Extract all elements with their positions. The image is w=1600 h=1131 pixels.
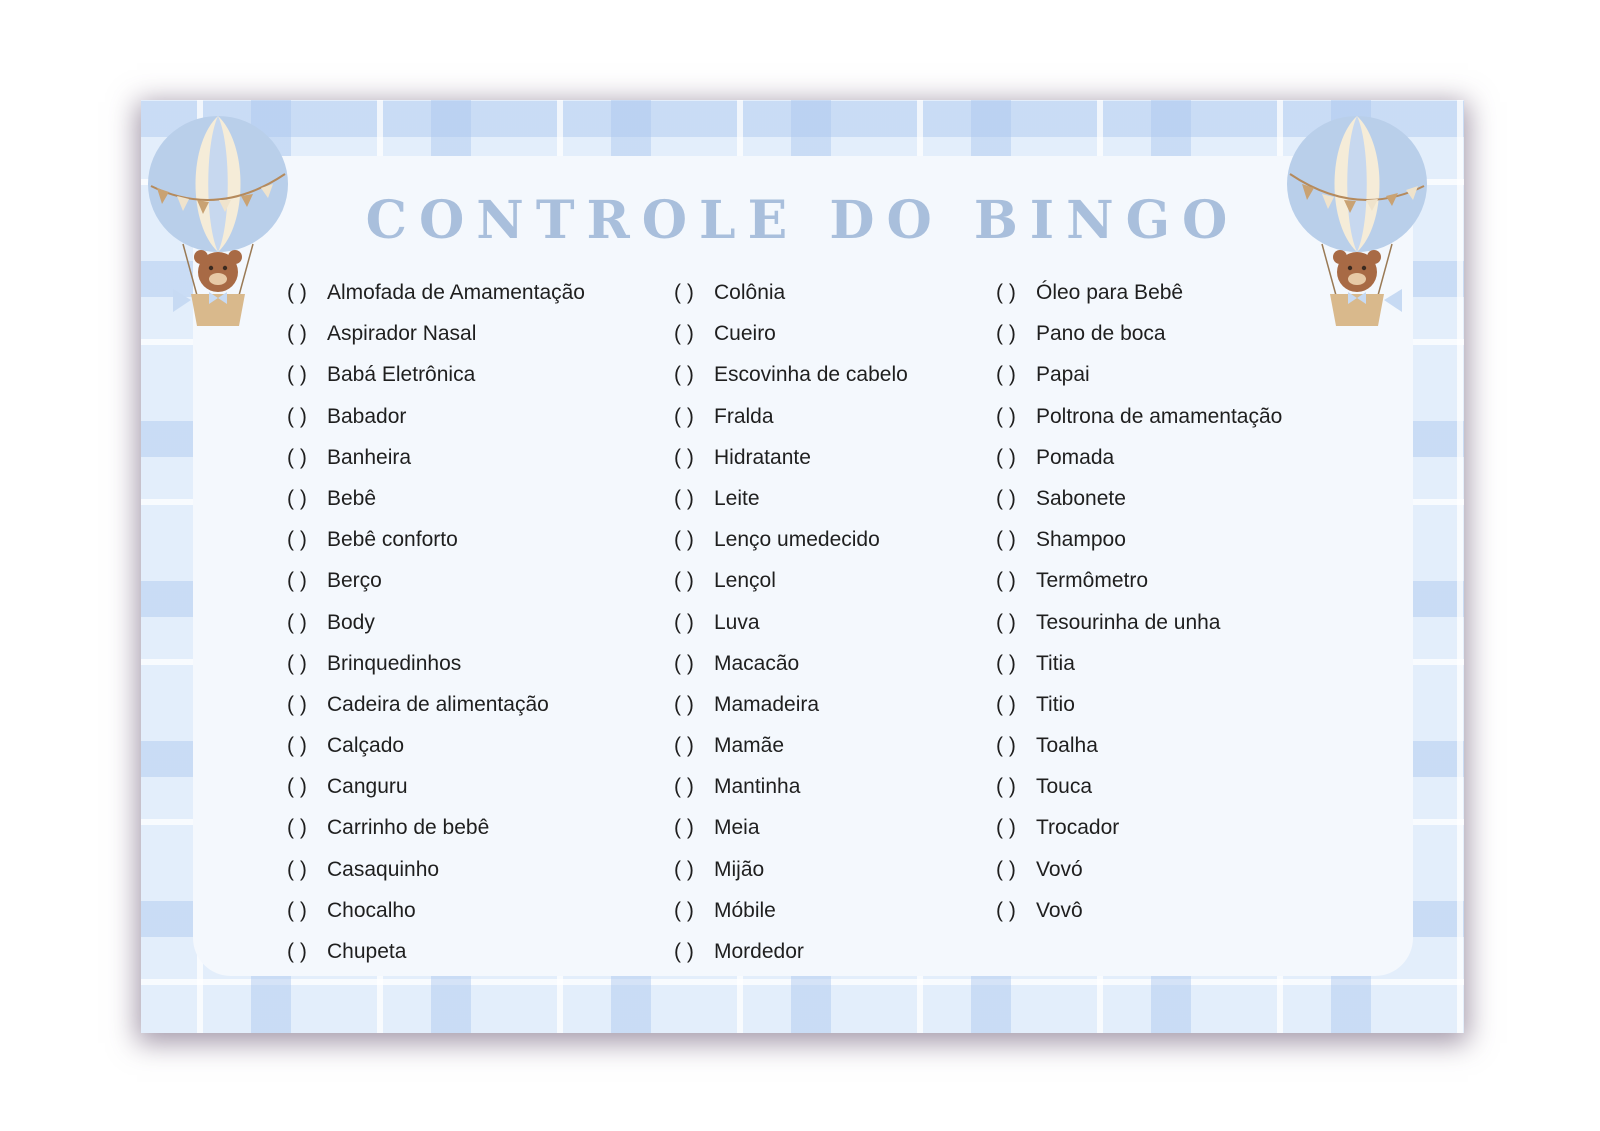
bingo-item-label: Pano de boca [1036, 322, 1166, 346]
bingo-item [996, 560, 1282, 601]
bingo-item-label: Calçado [327, 734, 405, 758]
bingo-item [674, 725, 908, 766]
bingo-column-3 [996, 272, 1282, 931]
bingo-item-label: Termômetro [1036, 569, 1149, 593]
checkbox-mark[interactable]: ( ) [287, 569, 307, 593]
checkbox-mark[interactable]: ( ) [674, 898, 694, 922]
bingo-item [287, 272, 585, 313]
checkbox-mark[interactable]: ( ) [996, 857, 1016, 881]
bingo-item-label: Mantinha [714, 775, 801, 799]
bingo-item [996, 602, 1282, 643]
bingo-item-label: Casaquinho [327, 857, 440, 881]
bingo-column-1 [287, 272, 585, 972]
bingo-item-label: Lençol [714, 569, 776, 593]
bingo-item-label: Sabonete [1036, 486, 1126, 510]
checkbox-mark[interactable]: ( ) [996, 651, 1016, 675]
checkbox-mark[interactable]: ( ) [996, 775, 1016, 799]
bingo-item-label: Papai [1036, 363, 1090, 387]
bingo-item-label: Mordedor [714, 940, 804, 963]
bingo-item-label: Vovô [1036, 898, 1083, 922]
bingo-item-label: Mijão [714, 857, 765, 881]
checkbox-mark[interactable]: ( ) [674, 486, 694, 510]
checkbox-mark[interactable]: ( ) [287, 528, 307, 552]
bingo-item [996, 519, 1282, 560]
bingo-item [287, 313, 585, 354]
bingo-item-label: Mamadeira [714, 692, 820, 716]
bingo-item-label: Babá Eletrônica [327, 363, 476, 387]
bingo-item-label: Titia [1036, 651, 1075, 675]
bingo-item [674, 643, 908, 684]
checkbox-mark[interactable]: ( ) [996, 610, 1016, 634]
bingo-item [674, 396, 908, 437]
bingo-item [996, 725, 1282, 766]
bingo-item [287, 807, 585, 848]
bingo-item [996, 396, 1282, 437]
bingo-item [674, 478, 908, 519]
checkbox-mark[interactable]: ( ) [287, 363, 307, 387]
bingo-item-label: Chupeta [327, 940, 407, 963]
bingo-item [287, 354, 585, 395]
checkbox-mark[interactable]: ( ) [287, 610, 307, 634]
checkbox-mark[interactable]: ( ) [287, 281, 307, 304]
bingo-item [674, 766, 908, 807]
bingo-item-label: Body [327, 610, 375, 634]
checkbox-mark[interactable]: ( ) [996, 486, 1016, 510]
checkbox-mark[interactable]: ( ) [996, 734, 1016, 758]
checkbox-mark[interactable]: ( ) [674, 816, 694, 840]
checkbox-mark[interactable]: ( ) [287, 857, 307, 881]
bingo-item [674, 354, 908, 395]
bingo-item-label: Touca [1036, 775, 1093, 799]
checkbox-mark[interactable]: ( ) [287, 651, 307, 675]
bingo-item-label: Pomada [1036, 445, 1115, 469]
bingo-item [287, 478, 585, 519]
checkbox-mark[interactable]: ( ) [996, 363, 1016, 387]
bingo-item [287, 437, 585, 478]
bingo-item [674, 807, 908, 848]
checkbox-mark[interactable]: ( ) [287, 692, 307, 716]
bingo-item-label: Vovó [1036, 857, 1083, 881]
checkbox-mark[interactable]: ( ) [996, 322, 1016, 346]
bingo-item-label: Luva [714, 610, 760, 634]
bingo-item-label: Fralda [714, 404, 774, 428]
bingo-item [674, 849, 908, 890]
bingo-item [996, 272, 1282, 313]
bingo-item [287, 643, 585, 684]
checkbox-mark[interactable]: ( ) [674, 610, 694, 634]
bingo-item [674, 890, 908, 931]
bingo-item [996, 313, 1282, 354]
checkbox-mark[interactable]: ( ) [674, 775, 694, 799]
bingo-item [996, 437, 1282, 478]
checkbox-mark[interactable]: ( ) [674, 528, 694, 552]
checkbox-mark[interactable]: ( ) [674, 692, 694, 716]
bingo-item [674, 684, 908, 725]
checkbox-mark[interactable]: ( ) [287, 734, 307, 758]
bingo-item [287, 890, 585, 931]
bingo-item [287, 560, 585, 601]
bingo-item [996, 684, 1282, 725]
bingo-item-label: Colônia [714, 281, 786, 304]
checkbox-mark[interactable]: ( ) [287, 445, 307, 469]
bingo-item-label: Almofada de Amamentação [327, 281, 585, 304]
bingo-item [287, 931, 585, 972]
checkbox-mark[interactable]: ( ) [996, 816, 1016, 840]
bingo-column-2 [674, 272, 908, 972]
checkbox-mark[interactable]: ( ) [287, 816, 307, 840]
bingo-item-label: Cueiro [714, 322, 776, 346]
bingo-item-label: Macacão [714, 651, 800, 675]
bingo-item [674, 519, 908, 560]
bingo-item-label: Carrinho de bebê [327, 816, 490, 840]
bingo-item [996, 849, 1282, 890]
bingo-item-label: Meia [714, 816, 760, 840]
bingo-item [674, 272, 908, 313]
bingo-item [287, 725, 585, 766]
page-title: CONTROLE DO BINGO [365, 190, 1240, 251]
bingo-item-label: Brinquedinhos [327, 651, 462, 675]
bingo-item-label: Cadeira de alimentação [327, 692, 549, 716]
bingo-item-label: Poltrona de amamentação [1036, 404, 1283, 428]
bingo-item-label: Canguru [327, 775, 408, 799]
checkbox-mark[interactable]: ( ) [674, 651, 694, 675]
bingo-item-label: Hidratante [714, 445, 811, 469]
bingo-item-label: Banheira [327, 445, 412, 469]
bingo-item [996, 890, 1282, 931]
checkbox-mark[interactable]: ( ) [287, 940, 307, 963]
bingo-item [674, 931, 908, 972]
checkbox-mark[interactable]: ( ) [996, 528, 1016, 552]
bingo-item-label: Lenço umedecido [714, 528, 880, 552]
checkbox-mark[interactable]: ( ) [287, 404, 307, 428]
bingo-item-label: Babador [327, 404, 407, 428]
bingo-item-label: Leite [714, 486, 760, 510]
bingo-item [996, 478, 1282, 519]
bingo-item-label: Tesourinha de unha [1036, 610, 1221, 634]
checkbox-mark[interactable]: ( ) [996, 281, 1016, 304]
checkbox-mark[interactable]: ( ) [674, 281, 694, 304]
checkbox-mark[interactable]: ( ) [674, 404, 694, 428]
bingo-item-label: Escovinha de cabelo [714, 363, 908, 387]
checkbox-mark[interactable]: ( ) [674, 322, 694, 346]
bingo-item [674, 313, 908, 354]
checkbox-mark[interactable]: ( ) [287, 486, 307, 510]
bingo-item [674, 602, 908, 643]
bingo-item [996, 807, 1282, 848]
bingo-item-label: Bebê conforto [327, 528, 458, 552]
bingo-item-label: Berço [327, 569, 382, 593]
bingo-item-label: Móbile [714, 898, 776, 922]
bingo-item [287, 849, 585, 890]
bingo-item [287, 519, 585, 560]
bingo-item-label: Titio [1036, 692, 1075, 716]
bingo-item-label: Bebê [327, 486, 377, 510]
checkbox-mark[interactable]: ( ) [674, 734, 694, 758]
checkbox-mark[interactable]: ( ) [996, 569, 1016, 593]
checkbox-mark[interactable]: ( ) [674, 363, 694, 387]
bingo-card [141, 100, 1464, 1033]
bingo-item-label: Chocalho [327, 898, 416, 922]
bingo-item-label: Óleo para Bebê [1036, 281, 1184, 304]
checkbox-mark[interactable]: ( ) [287, 322, 307, 346]
bingo-item [287, 396, 585, 437]
checkbox-mark[interactable]: ( ) [674, 940, 694, 963]
checkbox-mark[interactable]: ( ) [287, 775, 307, 799]
bingo-item [674, 560, 908, 601]
bingo-item [996, 766, 1282, 807]
bingo-item [287, 684, 585, 725]
bingo-item-label: Toalha [1036, 734, 1098, 758]
bingo-item [287, 602, 585, 643]
bingo-item [996, 643, 1282, 684]
checkbox-mark[interactable]: ( ) [996, 445, 1016, 469]
bingo-item-label: Aspirador Nasal [327, 322, 477, 346]
checkbox-mark[interactable]: ( ) [674, 445, 694, 469]
checkbox-mark[interactable]: ( ) [674, 569, 694, 593]
bingo-item [287, 766, 585, 807]
checkbox-mark[interactable]: ( ) [996, 692, 1016, 716]
checkbox-mark[interactable]: ( ) [287, 898, 307, 922]
bingo-item [674, 437, 908, 478]
bingo-item-label: Shampoo [1036, 528, 1126, 552]
bingo-item-label: Trocador [1036, 816, 1120, 840]
checkbox-mark[interactable]: ( ) [996, 404, 1016, 428]
bingo-item [996, 354, 1282, 395]
bingo-item-label: Mamãe [714, 734, 785, 758]
checkbox-mark[interactable]: ( ) [674, 857, 694, 881]
checkbox-mark[interactable]: ( ) [996, 898, 1016, 922]
